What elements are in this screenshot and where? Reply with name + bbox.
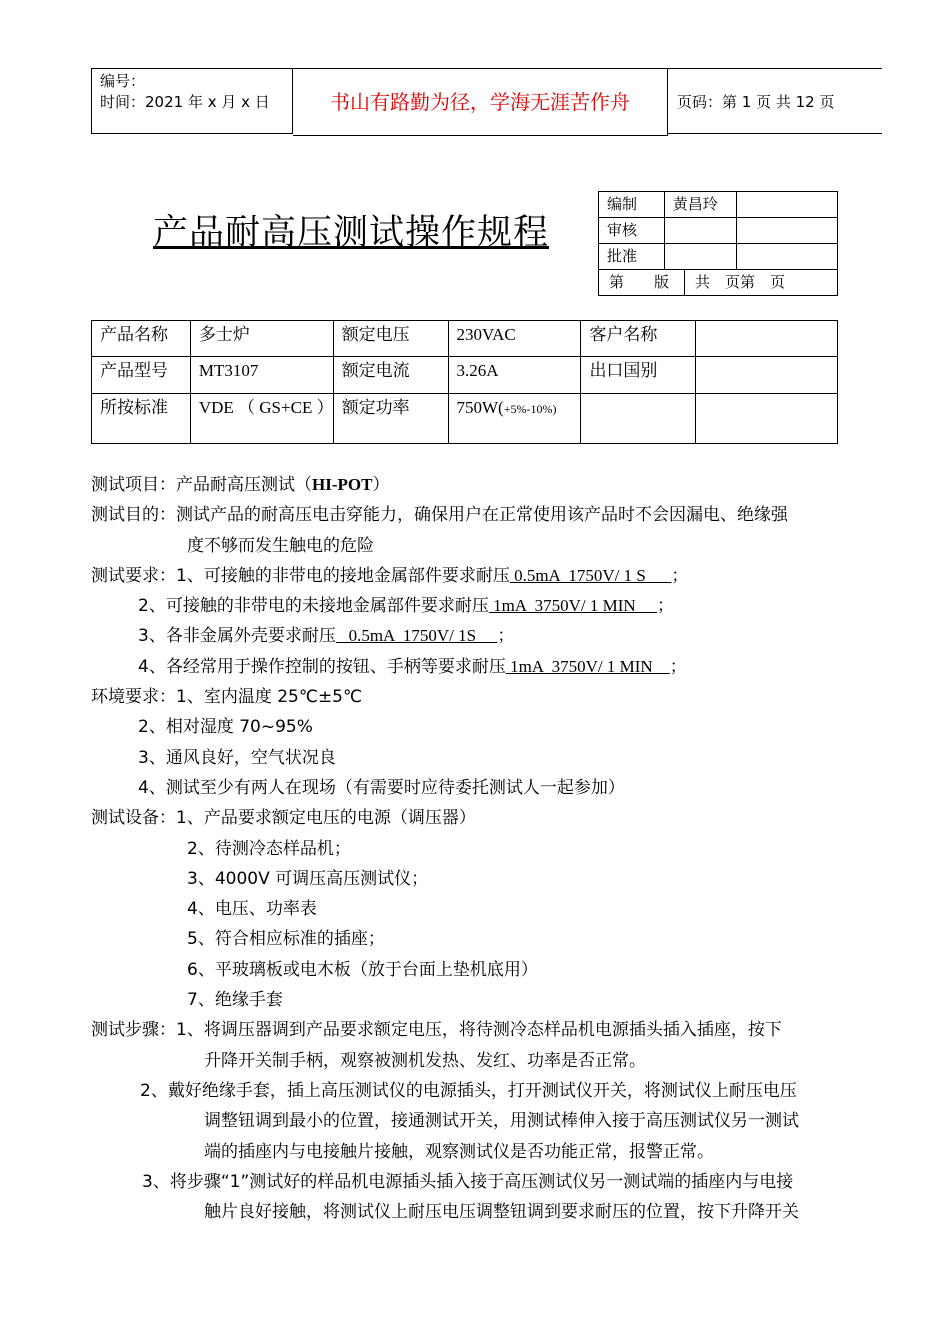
requirement-2-value: 1mA 3750V/ 1 MIN bbox=[488, 596, 657, 616]
document-title: 产品耐高压测试操作规程 bbox=[153, 213, 550, 253]
product-info-table bbox=[91, 320, 838, 444]
compile-value: 黄昌玲 bbox=[664, 192, 737, 218]
rated-power-label: 额定功率 bbox=[333, 394, 448, 444]
step-3-line-1: 3、将步骤“1”测试好的样品机电源插头插入接于高压测试仪另一测试端的插座内与电接 bbox=[142, 1171, 794, 1192]
test-item-text: 测试项目：产品耐高压测试（ bbox=[91, 475, 312, 495]
empty-cell-a bbox=[581, 394, 696, 444]
standard-value: VDE （ GS+CE ） bbox=[190, 394, 333, 444]
rated-current-label: 额定电流 bbox=[333, 357, 448, 394]
empty-cell-b bbox=[696, 394, 838, 444]
requirement-1-value: 0.5mA 1750V/ 1 S bbox=[509, 565, 672, 585]
requirement-4-text: 4、各经常用于操作控制的按钮、手柄等要求耐压 bbox=[138, 656, 506, 677]
environment-1: 环境要求：1、室内温度 25℃±5℃ bbox=[91, 687, 363, 708]
product-name-value: 多士炉 bbox=[190, 321, 333, 357]
purpose-line-2: 度不够而发生触电的危险 bbox=[187, 535, 374, 556]
purpose-line-1: 测试目的：测试产品的耐高压电击穿能力，确保用户在正常使用该产品时不会因漏电、绝缘强 bbox=[91, 505, 788, 526]
pages-label: 共 页第 页 bbox=[695, 273, 786, 291]
compile-label: 编制 bbox=[599, 192, 665, 218]
equipment-3: 3、4000V 可调压高压测试仪； bbox=[187, 868, 429, 889]
requirement-2-text: 2、可接触的非带电的未接地金属部件要求耐压 bbox=[138, 596, 489, 617]
procedure-body bbox=[91, 470, 886, 1227]
equipment-1: 测试设备：1、产品要求额定电压的电源（调压器） bbox=[91, 808, 476, 829]
product-model-label: 产品型号 bbox=[92, 357, 191, 394]
requirement-4-end: ； bbox=[669, 656, 687, 677]
requirement-3-end: ； bbox=[497, 626, 515, 647]
step-2-line-1: 2、戴好绝缘手套，插上高压测试仪的电源插头，打开测试仪开关，将测试仪上耐压电压 bbox=[140, 1080, 797, 1101]
rated-voltage-label: 额定电压 bbox=[333, 321, 448, 357]
rated-power-number: 750W( bbox=[456, 398, 504, 417]
environment-2: 2、相对湿度 70~95% bbox=[138, 717, 313, 738]
environment-3: 3、通风良好，空气状况良 bbox=[138, 747, 336, 768]
requirement-4 bbox=[91, 652, 886, 682]
rated-current-value: 3.26A bbox=[448, 357, 581, 394]
edition-label: 第 版 bbox=[599, 270, 685, 295]
requirement-1-end: ； bbox=[671, 565, 689, 586]
standard-label: 所按标准 bbox=[92, 394, 191, 444]
customer-value bbox=[696, 321, 838, 357]
step-2-line-3: 端的插座内与电接触片接触，观察测试仪是否功能正常，报警正常。 bbox=[204, 1141, 714, 1162]
rated-power-value bbox=[448, 394, 581, 444]
edition-row bbox=[599, 270, 838, 296]
product-name-label: 产品名称 bbox=[92, 321, 191, 357]
step-1-line-2: 升降开关制手柄，观察被测机发热、发红、功率是否正常。 bbox=[204, 1050, 646, 1071]
environment-4: 4、测试至少有两人在现场（有需要时应待委托测试人一起参加） bbox=[138, 777, 625, 798]
customer-label: 客户名称 bbox=[581, 321, 696, 357]
approve-extra bbox=[737, 244, 838, 270]
export-country-value bbox=[696, 357, 838, 394]
step-2-line-2: 调整钮调到最小的位置，接通测试开关，用测试棒伸入接于高压测试仪另一测试 bbox=[204, 1111, 799, 1132]
approve-label: 批准 bbox=[599, 244, 665, 270]
requirement-3-value: 0.5mA 1750V/ 1S bbox=[335, 626, 498, 646]
product-model-value: MT3107 bbox=[190, 357, 333, 394]
header-motto: 书山有路勤为径，学海无涯苦作舟 bbox=[293, 68, 668, 136]
equipment-4: 4、电压、功率表 bbox=[187, 899, 317, 920]
step-1-line-1: 测试步骤：1、将调压器调到产品要求额定电压，将待测冷态样品机电源插头插入插座，按下 bbox=[91, 1020, 782, 1041]
equipment-5: 5、符合相应标准的插座； bbox=[187, 929, 385, 950]
review-value bbox=[664, 218, 737, 244]
requirement-2 bbox=[91, 591, 886, 621]
equipment-6: 6、平玻璃板或电木板（放于台面上垫机底用） bbox=[187, 959, 538, 980]
requirement-4-value: 1mA 3750V/ 1 MIN bbox=[505, 656, 670, 676]
test-item-line bbox=[91, 470, 886, 500]
approve-value bbox=[664, 244, 737, 270]
requirement-2-end: ； bbox=[656, 596, 674, 617]
header-meta bbox=[91, 68, 293, 134]
test-item-code: HI-POT bbox=[312, 475, 373, 494]
export-country-label: 出口国别 bbox=[581, 357, 696, 394]
equipment-7: 7、绝缘手套 bbox=[187, 990, 283, 1011]
review-extra bbox=[737, 218, 838, 244]
header-page-info: 页码：第 1 页 共 12 页 bbox=[667, 68, 882, 134]
step-3-line-2: 触片良好接触，将测试仪上耐压电压调整钮调到要求耐压的位置，按下升降开关 bbox=[204, 1202, 799, 1223]
requirement-1-text: 测试要求：1、可接触的非带电的接地金属部件要求耐压 bbox=[91, 565, 510, 586]
review-label: 审核 bbox=[599, 218, 665, 244]
page-header bbox=[91, 68, 882, 134]
compile-extra bbox=[737, 192, 838, 218]
approval-table bbox=[598, 191, 838, 296]
document-number-label: 编号： bbox=[100, 72, 146, 90]
requirement-1 bbox=[91, 561, 886, 591]
rated-voltage-value: 230VAC bbox=[448, 321, 581, 357]
test-item-close: ） bbox=[372, 475, 390, 495]
rated-power-tolerance: +5%-10%) bbox=[503, 402, 557, 416]
equipment-2: 2、待测冷态样品机； bbox=[187, 838, 351, 859]
requirement-3-text: 3、各非金属外壳要求耐压 bbox=[138, 626, 336, 647]
requirement-3 bbox=[91, 621, 886, 651]
document-time: 时间：2021 年 x 月 x 日 bbox=[100, 93, 270, 111]
